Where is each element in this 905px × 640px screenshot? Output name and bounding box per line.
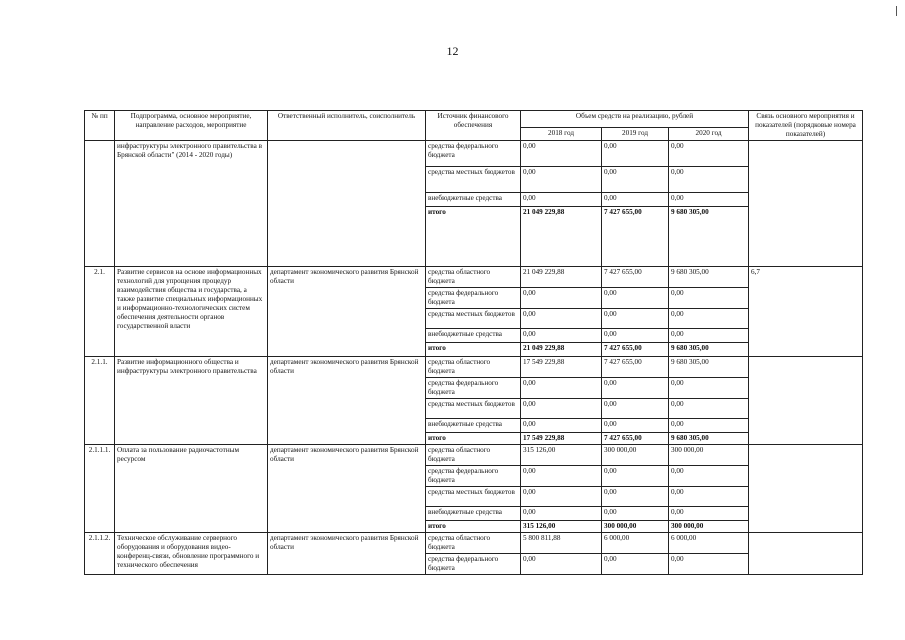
header-year: 2019 год (602, 128, 669, 141)
amount-2020: 0,00 (669, 167, 749, 193)
funding-source: итого (426, 521, 521, 533)
indicator-link (749, 357, 863, 445)
indicator-link (749, 445, 863, 533)
funding-source: внебюджетные средства (426, 419, 521, 433)
header-source: Источник финансового обеспечения (426, 111, 521, 141)
item-number: 2.1.1.2. (85, 533, 115, 575)
amount-2019: 7 427 655,00 (602, 433, 669, 445)
amount-2019: 0,00 (602, 419, 669, 433)
amount-2019: 300 000,00 (602, 445, 669, 466)
amount-2018: 21 049 229,88 (521, 267, 602, 288)
funding-source: итого (426, 343, 521, 357)
indicator-link (749, 141, 863, 267)
item-name: Оплата за пользование радиочастотным ресурсом (115, 445, 268, 533)
funding-source: средства местных бюджетов (426, 487, 521, 507)
table-row (85, 357, 863, 378)
amount-2019: 6 000,00 (602, 533, 669, 554)
item-number: 2.1.1. (85, 357, 115, 445)
amount-2020: 0,00 (669, 309, 749, 329)
header-link: Связь основного мероприятия и показателей (порядковые номера показателей) (749, 111, 863, 141)
amount-2019: 7 427 655,00 (602, 343, 669, 357)
amount-2020: 0,00 (669, 378, 749, 399)
amount-2020: 0,00 (669, 399, 749, 419)
table-row (85, 445, 863, 466)
table-body (85, 141, 863, 575)
amount-2019: 0,00 (602, 487, 669, 507)
funding-source: итого (426, 433, 521, 445)
item-number (85, 141, 115, 267)
amount-2019: 0,00 (602, 193, 669, 207)
amount-2020: 9 680 305,00 (669, 433, 749, 445)
amount-2018: 0,00 (521, 167, 602, 193)
amount-2020: 0,00 (669, 193, 749, 207)
amount-2019: 0,00 (602, 141, 669, 167)
funding-source: средства федерального бюджета (426, 466, 521, 487)
item-executor: департамент экономического развития Брянской области (268, 267, 426, 357)
table-row (85, 141, 863, 167)
amount-2020: 0,00 (669, 554, 749, 575)
amount-2019: 0,00 (602, 329, 669, 343)
amount-2020: 300 000,00 (669, 521, 749, 533)
indicator-link: 6,7 (749, 267, 863, 357)
amount-2018: 0,00 (521, 288, 602, 309)
table-row (85, 267, 863, 288)
amount-2019: 7 427 655,00 (602, 267, 669, 288)
item-name: Развитие информационного общества и инфраструктуры электронного правительства (115, 357, 268, 445)
page-number: 12 (446, 44, 459, 58)
amount-2020: 0,00 (669, 466, 749, 487)
funding-source: средства областного бюджета (426, 445, 521, 466)
amount-2020: 300 000,00 (669, 445, 749, 466)
funding-source: средства федерального бюджета (426, 378, 521, 399)
item-number: 2.1. (85, 267, 115, 357)
item-name: инфраструктуры электронного правительства в Брянской области" (2014 - 2020 годы) (115, 141, 268, 267)
funding-source: средства федерального бюджета (426, 141, 521, 167)
amount-2019: 7 427 655,00 (602, 357, 669, 378)
amount-2020: 6 000,00 (669, 533, 749, 554)
amount-2018: 17 549 229,88 (521, 357, 602, 378)
amount-2020: 0,00 (669, 329, 749, 343)
funding-source: внебюджетные средства (426, 507, 521, 521)
indicator-link (749, 533, 863, 575)
amount-2019: 0,00 (602, 466, 669, 487)
header-funding: Объем средств на реализацию, рублей (521, 111, 749, 128)
item-executor: департамент экономического развития Брянской области (268, 445, 426, 533)
funding-source: средства местных бюджетов (426, 399, 521, 419)
funding-source: итого (426, 207, 521, 267)
amount-2020: 0,00 (669, 141, 749, 167)
item-executor: департамент экономического развития Брянской области (268, 357, 426, 445)
amount-2018: 0,00 (521, 193, 602, 207)
amount-2018: 0,00 (521, 507, 602, 521)
header-year: 2018 год (521, 128, 602, 141)
amount-2018: 315 126,00 (521, 521, 602, 533)
item-number: 2.1.1.1. (85, 445, 115, 533)
funding-source: внебюджетные средства (426, 193, 521, 207)
amount-2020: 0,00 (669, 288, 749, 309)
amount-2019: 0,00 (602, 507, 669, 521)
item-executor: департамент экономического развития Брянской области (268, 533, 426, 575)
amount-2020: 0,00 (669, 507, 749, 521)
header-executor: Ответственный исполнитель, соисполнитель (268, 111, 426, 141)
funding-source: средства федерального бюджета (426, 554, 521, 575)
funding-source: средства местных бюджетов (426, 309, 521, 329)
amount-2020: 9 680 305,00 (669, 357, 749, 378)
amount-2019: 7 427 655,00 (602, 207, 669, 267)
scan-edge-mark (896, 6, 897, 16)
amount-2018: 0,00 (521, 554, 602, 575)
amount-2019: 0,00 (602, 399, 669, 419)
amount-2020: 9 680 305,00 (669, 343, 749, 357)
amount-2018: 0,00 (521, 487, 602, 507)
amount-2019: 0,00 (602, 288, 669, 309)
funding-source: средства федерального бюджета (426, 288, 521, 309)
item-name: Техническое обслуживание серверного оборудования и оборудования видео-конференц-связи, обновление программного и технического обеспечения (115, 533, 268, 575)
amount-2018: 5 800 811,88 (521, 533, 602, 554)
amount-2018: 21 049 229,88 (521, 207, 602, 267)
amount-2019: 0,00 (602, 309, 669, 329)
amount-2020: 0,00 (669, 419, 749, 433)
amount-2018: 0,00 (521, 419, 602, 433)
amount-2019: 300 000,00 (602, 521, 669, 533)
amount-2018: 0,00 (521, 399, 602, 419)
funding-source: средства областного бюджета (426, 357, 521, 378)
header-year: 2020 год (669, 128, 749, 141)
funding-table (84, 110, 863, 575)
item-executor (268, 141, 426, 267)
item-name: Развитие сервисов на основе информационных технологий для упрощения процедур взаимодействия общества и государства, а также развитие специальных информационных и информационно-технологических систем обеспечения деятельности органов государственной власти (115, 267, 268, 357)
amount-2018: 0,00 (521, 141, 602, 167)
amount-2018: 0,00 (521, 466, 602, 487)
amount-2018: 21 049 229,88 (521, 343, 602, 357)
amount-2020: 0,00 (669, 487, 749, 507)
funding-source: средства областного бюджета (426, 267, 521, 288)
amount-2019: 0,00 (602, 554, 669, 575)
amount-2018: 17 549 229,88 (521, 433, 602, 445)
funding-source: средства местных бюджетов (426, 167, 521, 193)
amount-2020: 9 680 305,00 (669, 267, 749, 288)
table-row (85, 533, 863, 554)
amount-2018: 0,00 (521, 309, 602, 329)
amount-2018: 0,00 (521, 378, 602, 399)
amount-2019: 0,00 (602, 378, 669, 399)
header-program: Подпрограмма, основное мероприятие, направление расходов, мероприятие (115, 111, 268, 141)
amount-2019: 0,00 (602, 167, 669, 193)
amount-2018: 0,00 (521, 329, 602, 343)
funding-source: средства областного бюджета (426, 533, 521, 554)
amount-2020: 9 680 305,00 (669, 207, 749, 267)
amount-2018: 315 126,00 (521, 445, 602, 466)
funding-source: внебюджетные средства (426, 329, 521, 343)
header-num: № пп (85, 111, 115, 141)
